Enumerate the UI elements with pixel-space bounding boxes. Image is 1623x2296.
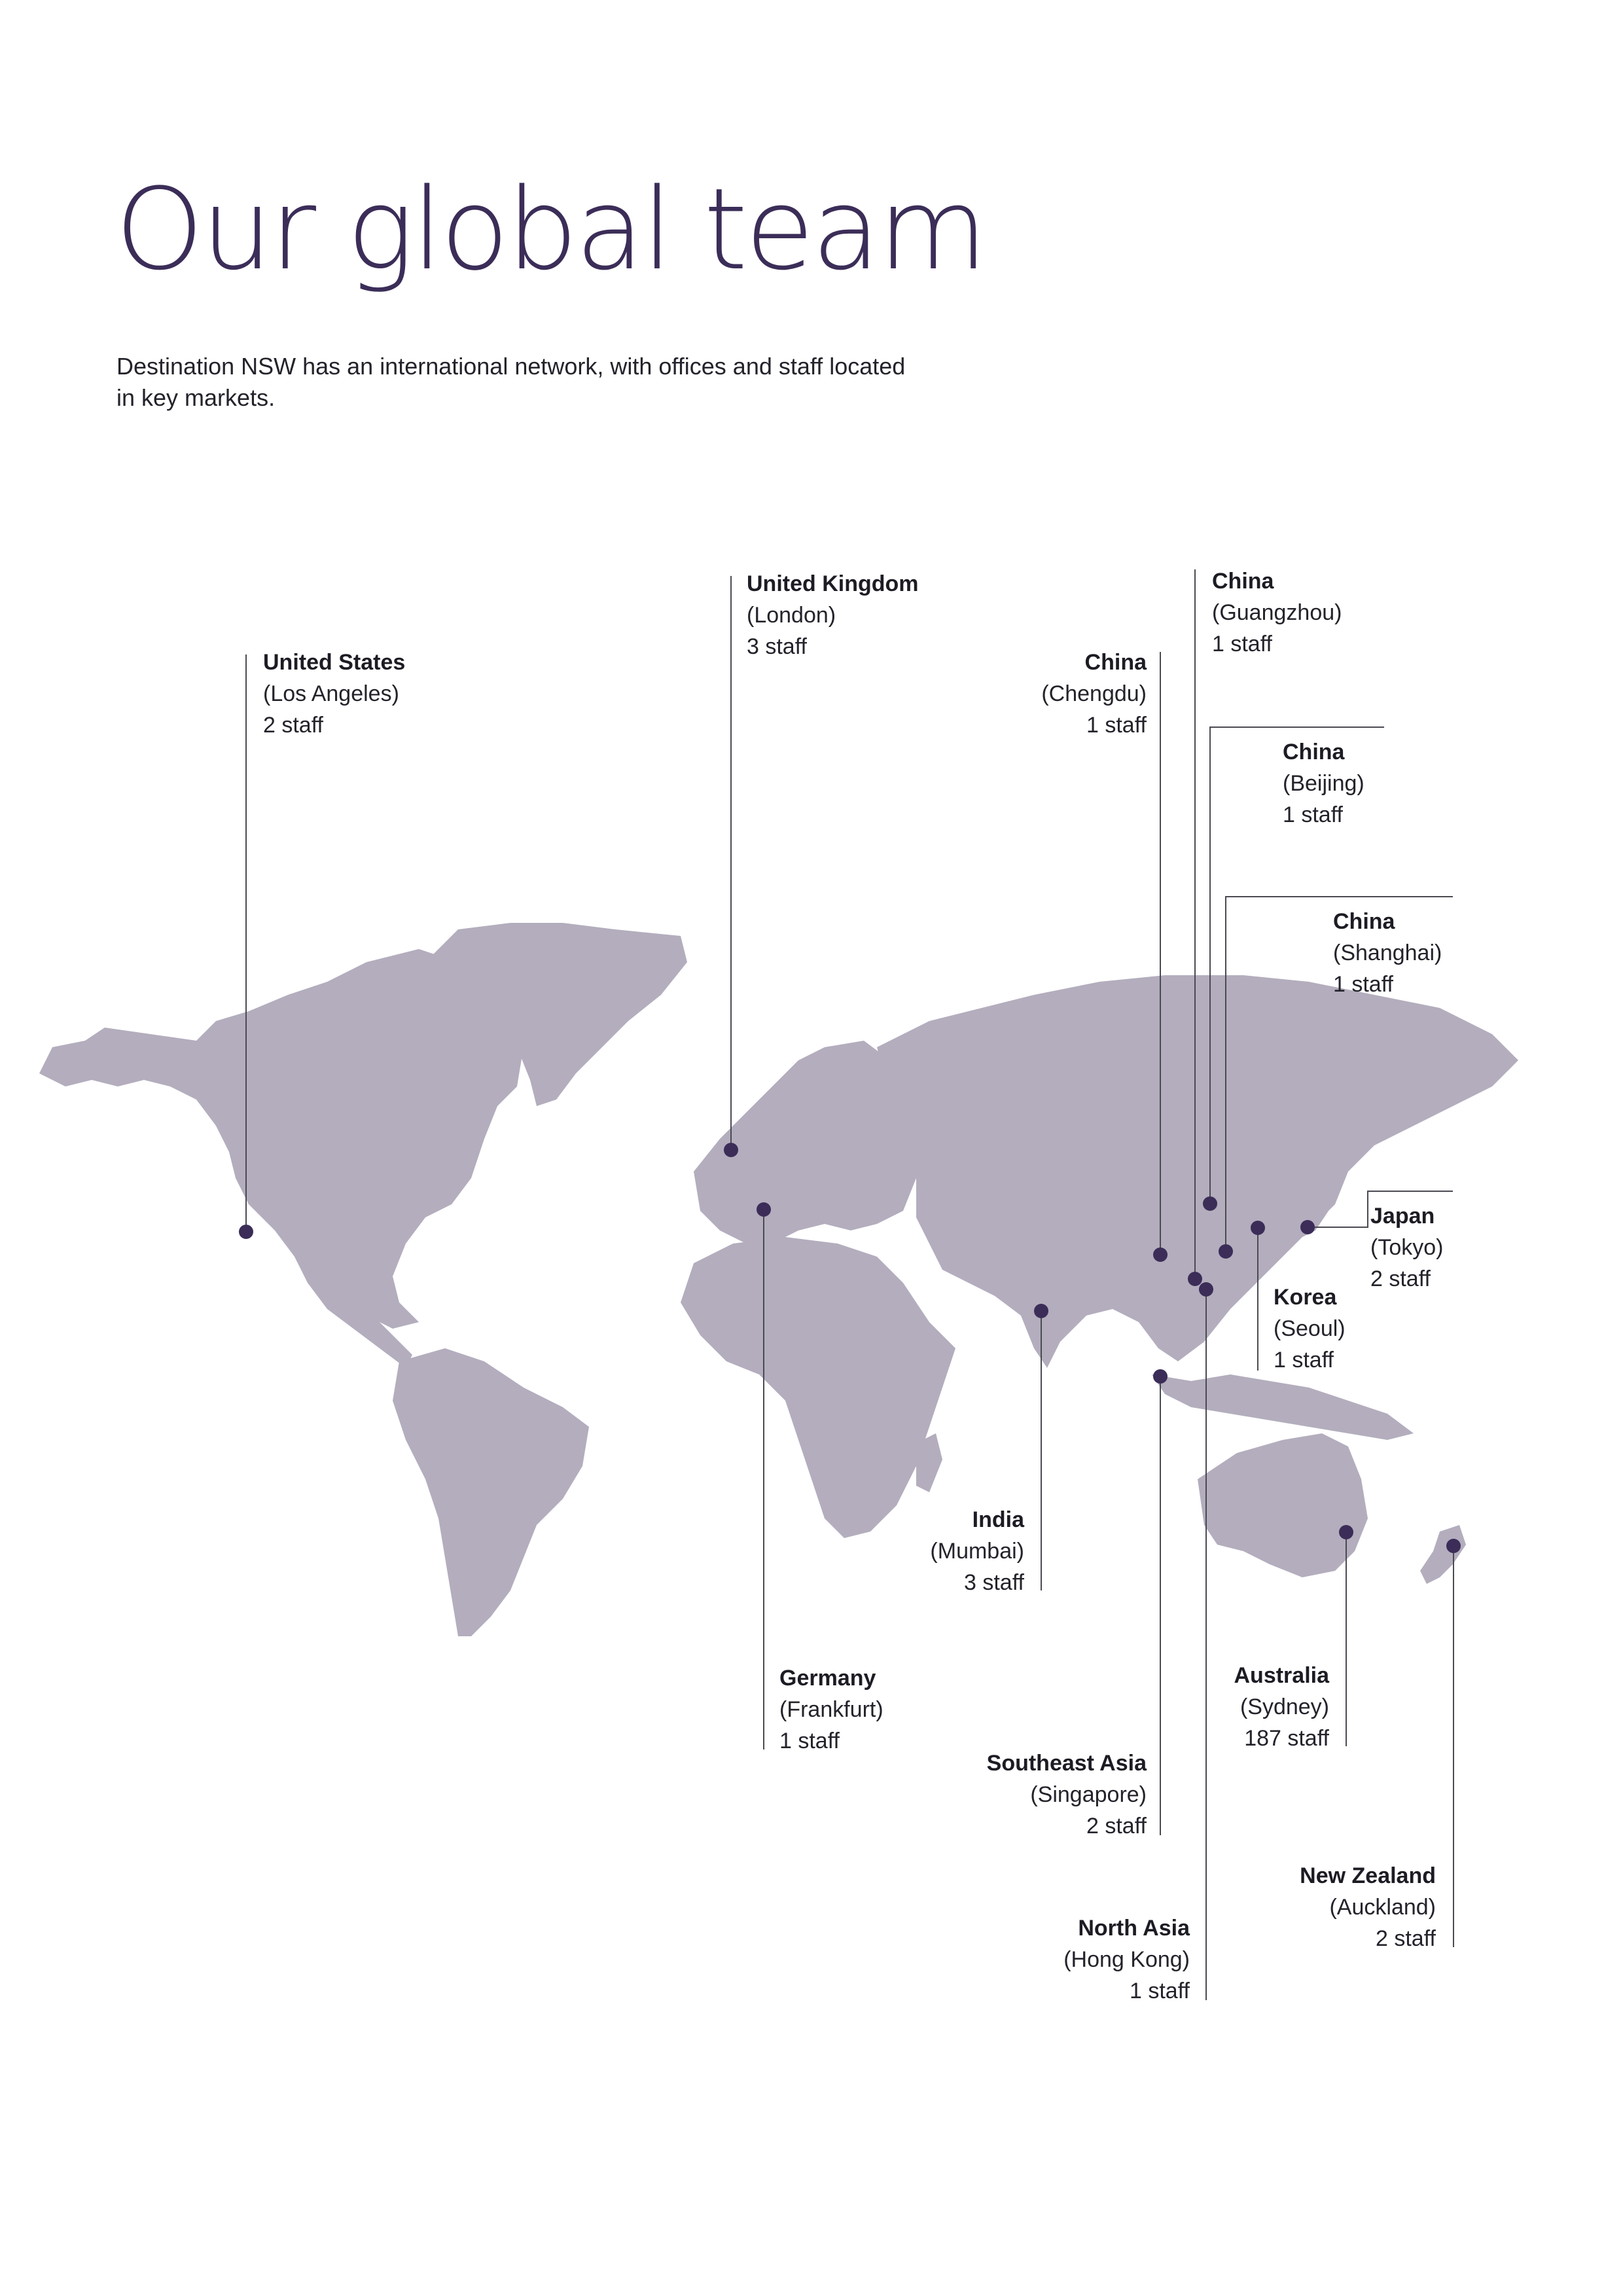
office-city: (Auckland): [1329, 1895, 1436, 1920]
new-zealand-shape: [1420, 1525, 1466, 1584]
dot-auckland: [1446, 1539, 1461, 1553]
office-staff: 3 staff: [964, 1570, 1024, 1595]
office-city: (Los Angeles): [263, 681, 399, 706]
office-country: North Asia: [1078, 1916, 1190, 1941]
dot-london: [724, 1143, 738, 1157]
office-staff: 1 staff: [1274, 1348, 1334, 1372]
office-staff: 1 staff: [1333, 972, 1393, 997]
office-staff: 2 staff: [263, 713, 323, 738]
office-city: (London): [747, 603, 836, 628]
office-staff: 1 staff: [1212, 632, 1272, 656]
dot-frankfurt: [757, 1202, 771, 1217]
se-asia-islands-shape: [1152, 1374, 1414, 1440]
office-city: (Hong Kong): [1063, 1947, 1190, 1972]
office-country: United Kingdom: [747, 571, 919, 596]
dot-guangzhou: [1188, 1272, 1202, 1286]
page-title: Our global team: [115, 164, 986, 295]
office-label-united-kingdom: [747, 568, 919, 662]
office-city: (Singapore): [1030, 1782, 1147, 1807]
dot-seoul: [1251, 1221, 1265, 1235]
office-label-japan: [1370, 1200, 1443, 1295]
office-label-china-chengdu: [1041, 647, 1147, 741]
dot-chengdu: [1153, 1247, 1168, 1262]
office-country: United States: [263, 650, 406, 675]
office-country: Australia: [1234, 1663, 1329, 1688]
office-staff: 2 staff: [1370, 1266, 1431, 1291]
dot-mumbai: [1034, 1304, 1048, 1318]
dot-singapore: [1153, 1369, 1168, 1384]
dot-los-angeles: [239, 1225, 253, 1239]
office-city: (Sydney): [1240, 1695, 1329, 1719]
office-city: (Frankfurt): [779, 1697, 883, 1722]
dot-beijing: [1203, 1196, 1217, 1211]
office-country: China: [1212, 569, 1274, 594]
australia-shape: [1198, 1433, 1368, 1577]
office-city: (Chengdu): [1041, 681, 1147, 706]
office-country: India: [972, 1507, 1024, 1532]
dot-sydney: [1339, 1525, 1353, 1539]
europe-shape: [694, 1041, 916, 1244]
asia-shape: [877, 975, 1518, 1368]
office-staff: 1 staff: [1283, 802, 1343, 827]
office-city: (Shanghai): [1333, 941, 1442, 965]
landmasses: [39, 923, 1518, 1636]
south-america-shape: [393, 1348, 589, 1636]
office-label-australia: [1234, 1660, 1330, 1754]
office-label-southeast-asia: [987, 1748, 1147, 1842]
office-country: China: [1333, 909, 1395, 934]
office-country: Germany: [779, 1666, 876, 1691]
office-staff: 2 staff: [1086, 1814, 1147, 1839]
office-city: (Guangzhou): [1212, 600, 1342, 625]
office-label-china-beijing: [1283, 736, 1364, 831]
office-city: (Seoul): [1274, 1316, 1346, 1341]
office-city: (Beijing): [1283, 771, 1364, 796]
office-staff: 1 staff: [1130, 1979, 1190, 2003]
office-label-germany: [779, 1662, 883, 1757]
office-label-new-zealand: [1300, 1860, 1436, 1954]
dot-hong-kong: [1199, 1282, 1213, 1297]
office-label-korea: [1274, 1282, 1346, 1376]
north-america-shape: [39, 949, 524, 1329]
office-staff: 187 staff: [1244, 1726, 1329, 1751]
office-staff: 1 staff: [1086, 713, 1147, 738]
office-city: (Mumbai): [930, 1539, 1024, 1564]
africa-shape: [681, 1237, 955, 1538]
office-label-north-asia: [1063, 1912, 1190, 2007]
office-country: Japan: [1370, 1204, 1435, 1229]
office-staff: 3 staff: [747, 634, 807, 659]
office-country: Southeast Asia: [986, 1751, 1147, 1776]
dot-shanghai: [1219, 1244, 1233, 1259]
office-city: (Tokyo): [1370, 1235, 1444, 1260]
office-country: Korea: [1274, 1285, 1337, 1310]
office-label-china-shanghai: [1333, 906, 1442, 1000]
office-label-india: [930, 1504, 1024, 1598]
office-country: China: [1084, 650, 1147, 675]
dot-tokyo: [1300, 1220, 1315, 1234]
office-staff: 2 staff: [1376, 1926, 1436, 1951]
office-country: China: [1283, 740, 1345, 764]
intro-paragraph: Destination NSW has an international network, with offices and staff located in key markets.: [116, 353, 906, 411]
office-staff: 1 staff: [779, 1729, 840, 1753]
office-country: New Zealand: [1300, 1863, 1436, 1888]
office-label-china-guangzhou: [1212, 565, 1342, 660]
office-label-united-states: [263, 647, 405, 741]
